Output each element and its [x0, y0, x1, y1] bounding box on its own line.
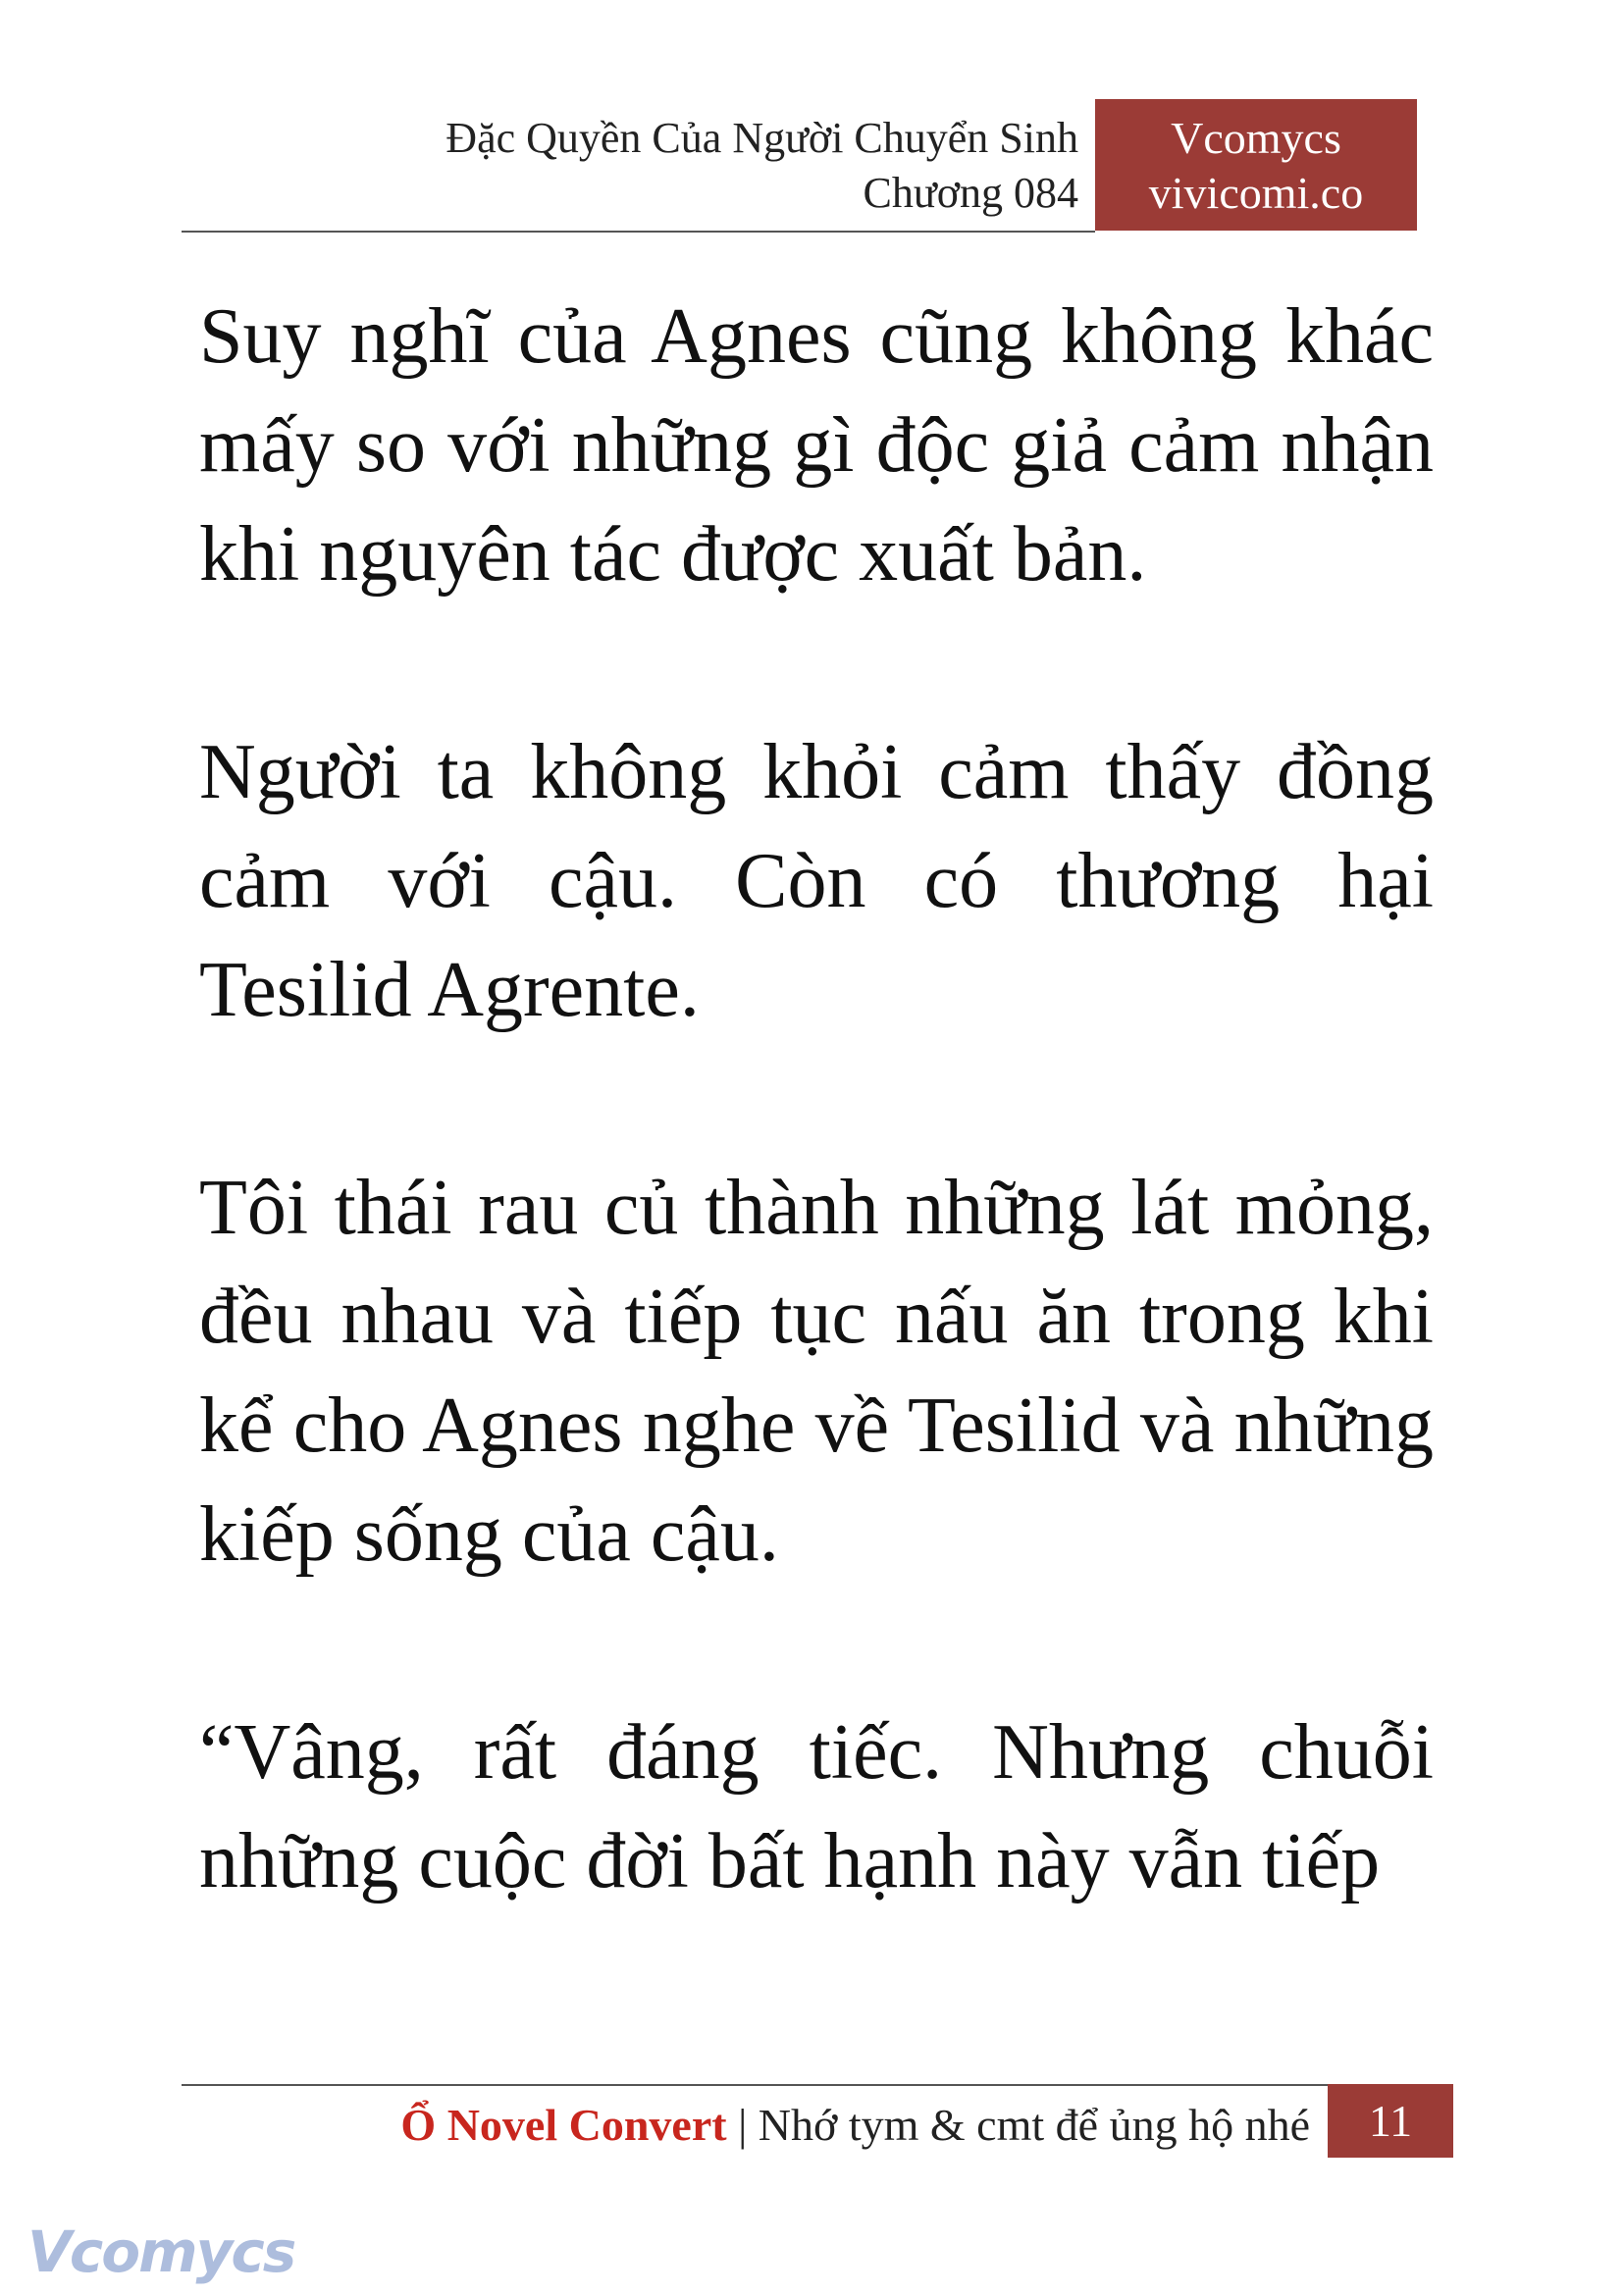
footer	[400, 2097, 1310, 2154]
footer-divider	[182, 2084, 1328, 2086]
page-number: 11	[1328, 2084, 1453, 2158]
book-title: Đặc Quyền Của Người Chuyển Sinh	[445, 114, 1078, 162]
site-badge	[1095, 99, 1417, 231]
footer-separator: |	[738, 2100, 748, 2150]
chapter-header	[445, 111, 1078, 221]
paragraph: Tôi thái rau củ thành những lát mỏng, đều nhau và tiếp tục nấu ăn trong khi kể cho Agnes nghe về Tesilid và những kiếp sống của cậu.	[199, 1165, 1434, 1578]
paragraph: Người ta không khỏi cảm thấy đồng cảm với cậu. Còn có thương hại Tesilid Agrente.	[199, 729, 1434, 1033]
paragraph: Suy nghĩ của Agnes cũng không khác mấy so với những gì độc giả cảm nhận khi nguyên tác được xuất bản.	[199, 293, 1434, 598]
watermark-logo: Vcomycs	[27, 2218, 295, 2285]
site-name: Vcomycs	[1171, 113, 1341, 163]
chapter-body	[199, 283, 1434, 1916]
site-url: vivicomi.co	[1148, 168, 1364, 218]
paragraph: “Vâng, rất đáng tiếc. Nhưng chuỗi những cuộc đời bất hạnh này vẫn tiếp	[199, 1709, 1434, 1904]
footer-brand: Ổ Novel Convert	[400, 2100, 727, 2150]
header-divider	[182, 231, 1095, 233]
footer-note: Nhớ tym & cmt để ủng hộ nhé	[758, 2100, 1310, 2150]
chapter-number: Chương 084	[863, 169, 1078, 217]
